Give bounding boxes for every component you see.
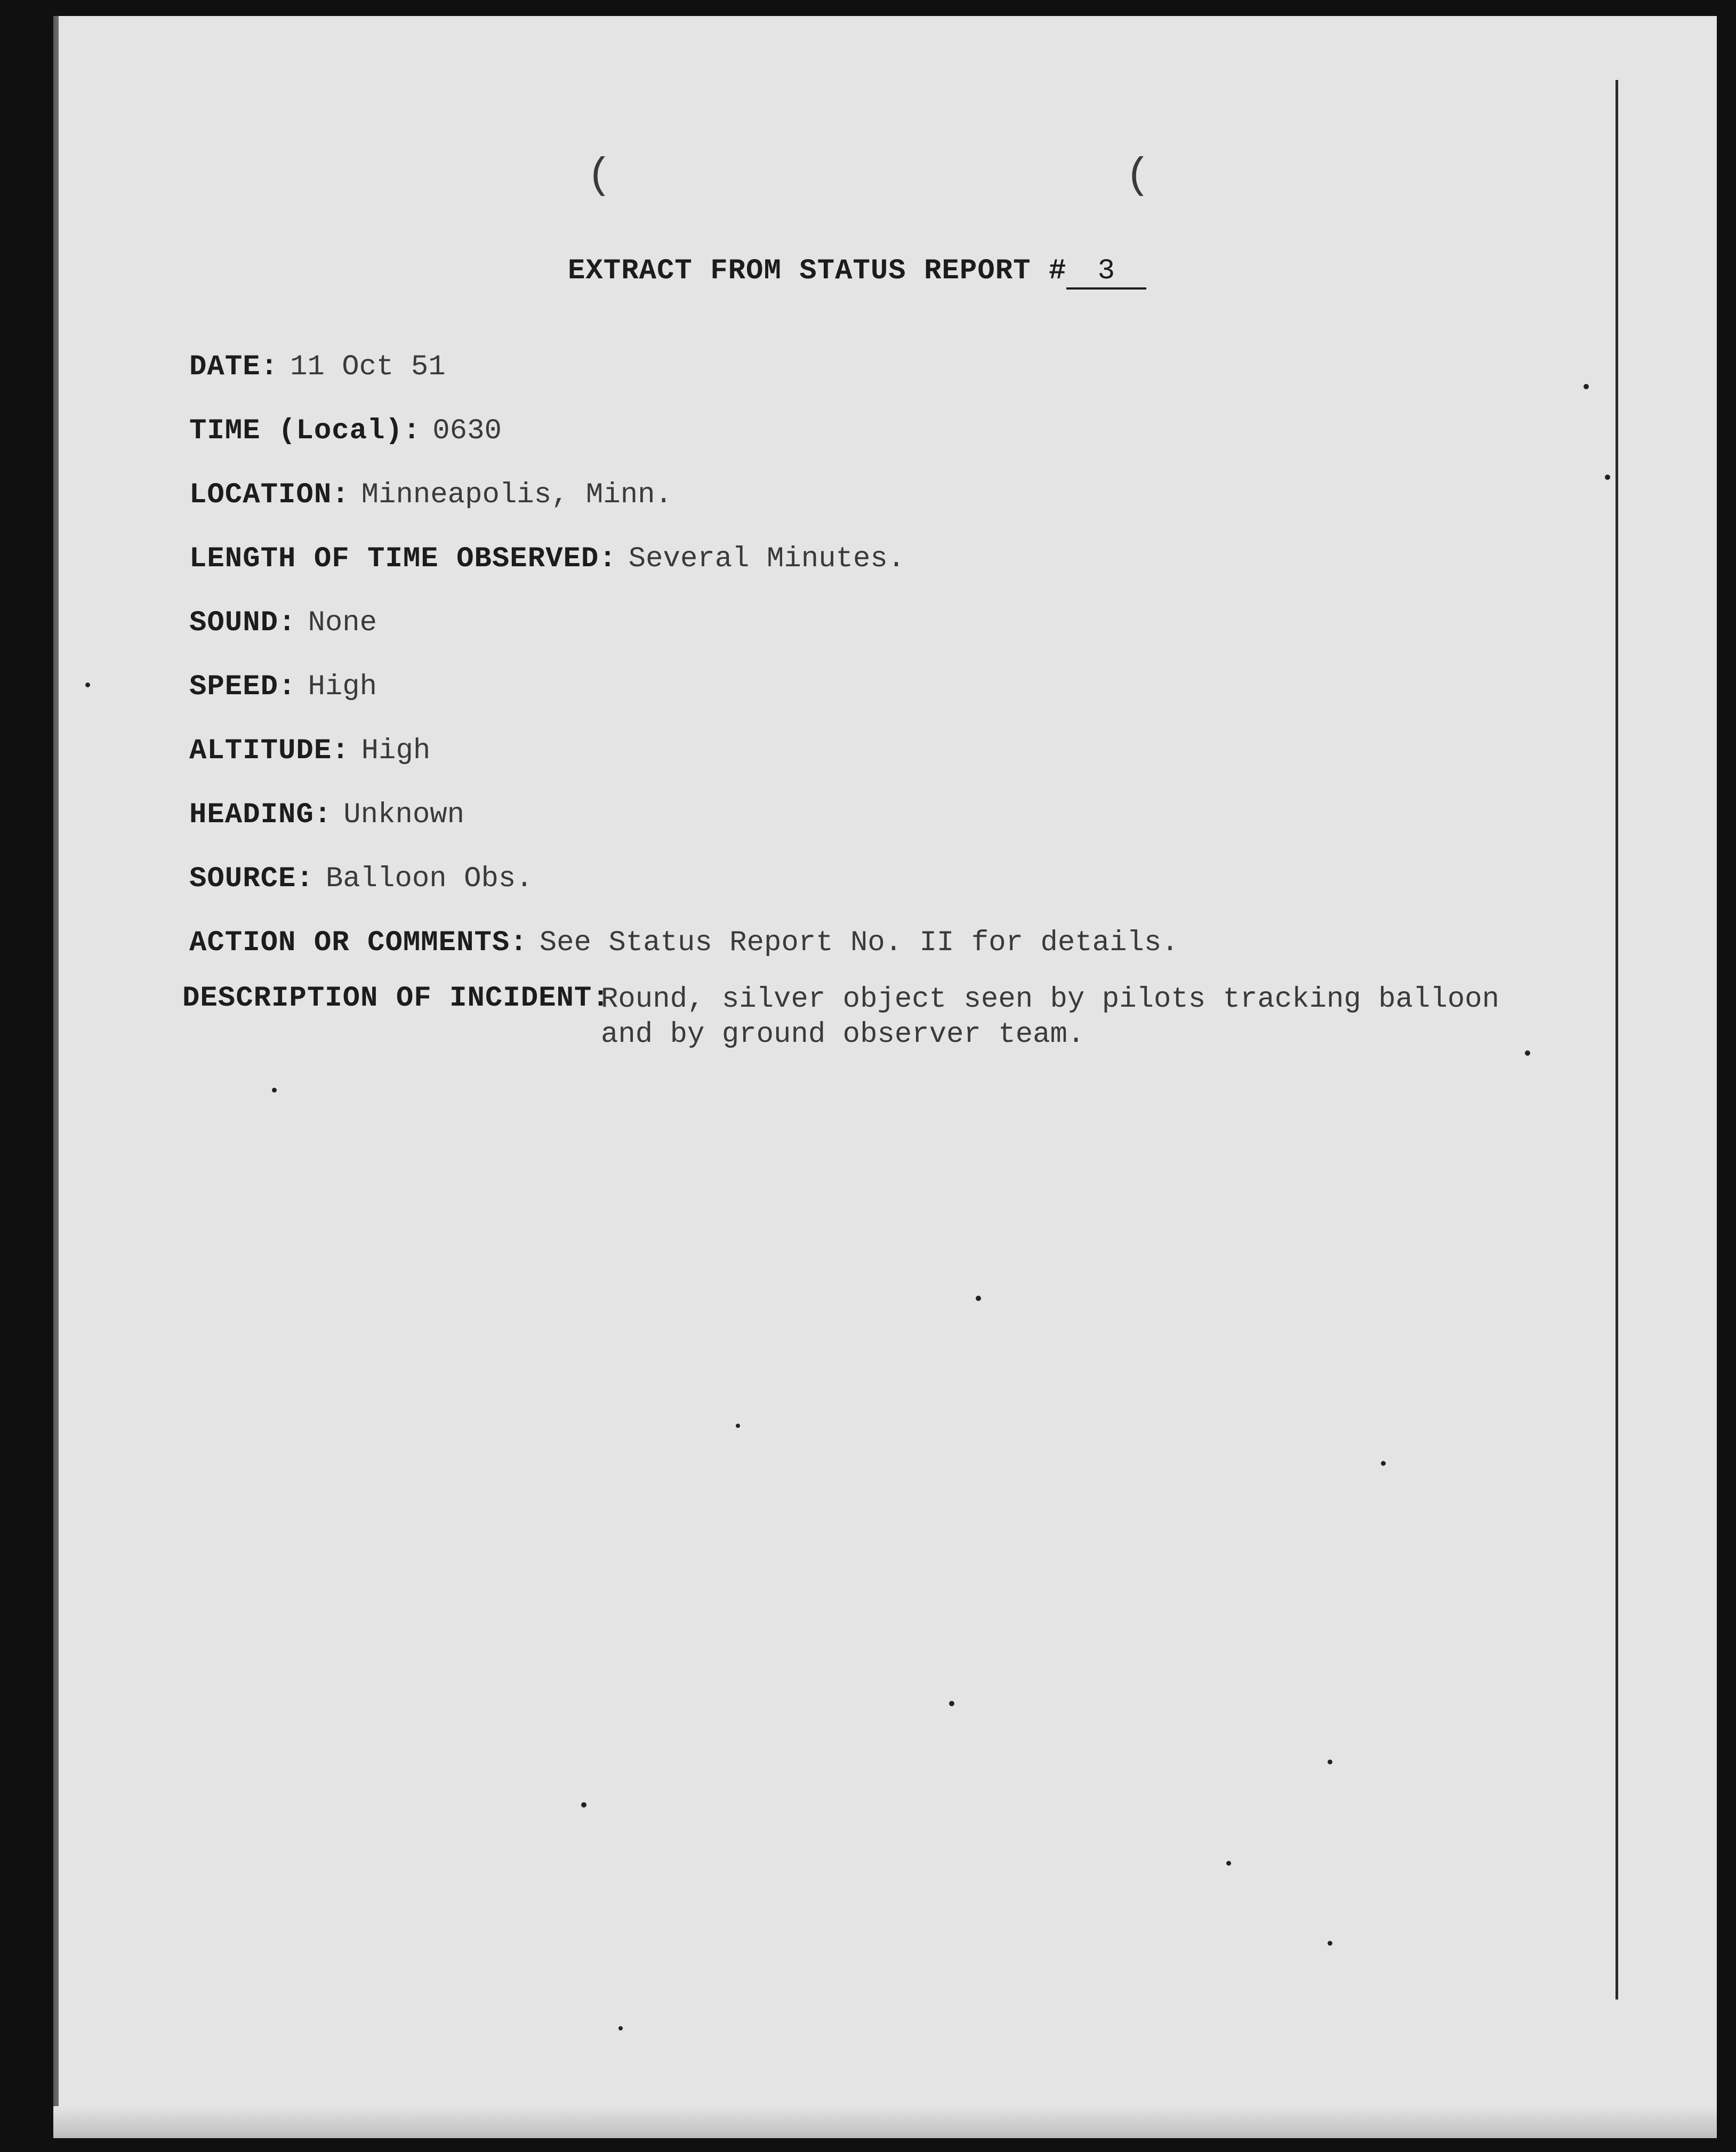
scan-speck <box>85 682 90 687</box>
field-label: ALTITUDE: <box>189 735 350 767</box>
scan-speck <box>1381 1461 1386 1466</box>
scan-speck <box>272 1088 277 1093</box>
field-label: HEADING: <box>189 799 332 831</box>
scan-speck <box>1328 1941 1332 1946</box>
field-value: Several Minutes. <box>628 543 905 575</box>
scan-speck <box>949 1701 954 1706</box>
field-speed <box>189 671 377 703</box>
field-label: SOUND: <box>189 607 296 639</box>
scan-speck <box>976 1296 981 1301</box>
report-title <box>568 255 1146 290</box>
punch-mark-right: ( <box>1125 152 1151 200</box>
report-title-text: EXTRACT FROM STATUS REPORT # <box>568 255 1067 287</box>
scan-speck <box>1525 1050 1530 1056</box>
page-right-border <box>1616 80 1618 2000</box>
field-heading <box>189 799 464 831</box>
scan-speck <box>1328 1760 1332 1764</box>
scan-speck <box>618 2026 623 2030</box>
field-sound <box>189 607 377 639</box>
field-value: 0630 <box>432 415 502 447</box>
field-label: TIME (Local): <box>189 415 421 447</box>
field-length-of-time <box>189 543 905 575</box>
field-value: Unknown <box>343 799 465 831</box>
document-page <box>53 16 1717 2138</box>
field-date <box>189 351 446 383</box>
field-value: 11 Oct 51 <box>290 351 446 383</box>
scan-speck <box>736 1424 740 1428</box>
field-source <box>189 863 533 895</box>
field-action-or-comments <box>189 927 1179 959</box>
scan-speck <box>581 1802 586 1808</box>
field-value: High <box>361 735 431 767</box>
field-label: DESCRIPTION OF INCIDENT: <box>182 982 610 1015</box>
field-label: LENGTH OF TIME OBSERVED: <box>189 543 617 575</box>
field-description-of-incident <box>182 982 1500 1051</box>
field-value: Minneapolis, Minn. <box>361 479 672 511</box>
field-label: DATE: <box>189 351 279 383</box>
report-number: 3 <box>1066 255 1146 290</box>
scan-left-edge <box>53 16 59 2138</box>
field-label: ACTION OR COMMENTS: <box>189 927 528 959</box>
field-label: LOCATION: <box>189 479 350 511</box>
field-altitude <box>189 735 430 767</box>
punch-mark-left: ( <box>586 152 613 200</box>
scan-bottom-edge <box>53 2106 1717 2138</box>
scan-speck <box>1226 1861 1231 1866</box>
scan-speck <box>1584 384 1589 389</box>
field-value: Round, silver object seen by pilots tracking balloon and by ground observer team. <box>601 983 1500 1051</box>
field-label: SPEED: <box>189 671 296 703</box>
field-value: Balloon Obs. <box>325 863 533 895</box>
scan-speck <box>1605 475 1610 480</box>
field-value: None <box>308 607 377 639</box>
field-time <box>189 415 502 447</box>
field-value: See Status Report No. II for details. <box>539 927 1179 959</box>
field-value: High <box>308 671 377 703</box>
field-location <box>189 479 672 511</box>
field-label: SOURCE: <box>189 863 314 895</box>
